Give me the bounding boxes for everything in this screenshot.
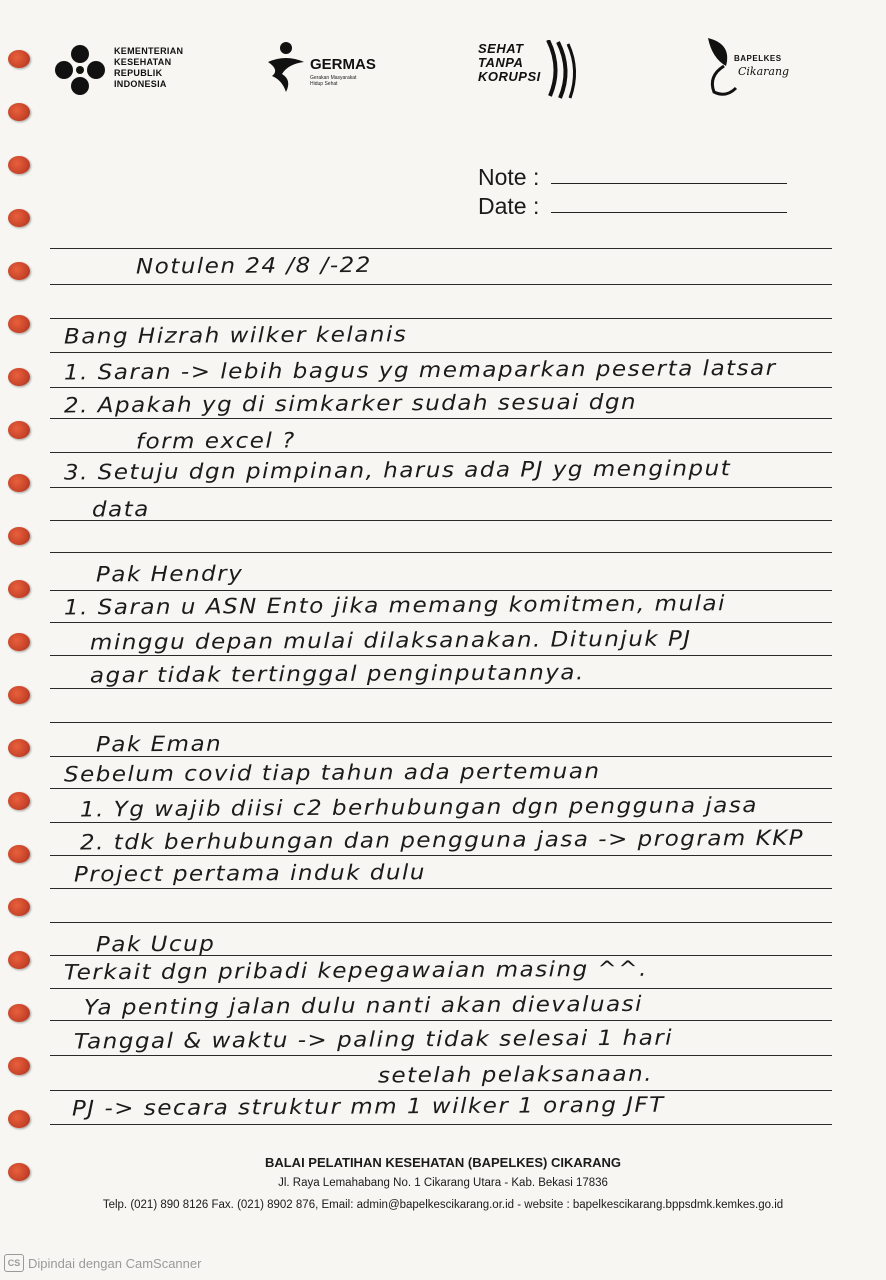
germas-logo — [264, 36, 394, 106]
spiral-hole — [8, 739, 30, 757]
kemkes-emblem-icon — [50, 40, 110, 100]
spiral-hole — [8, 209, 30, 227]
spiral-hole — [8, 898, 30, 916]
ruled-line — [50, 352, 832, 353]
germas-subtitle: Gerakan Masyarakat Hidup Sehat — [310, 75, 357, 87]
ruled-line — [50, 248, 832, 249]
bapelkes-subtitle: Cikarang — [738, 65, 790, 78]
ruled-line — [50, 552, 832, 553]
ruled-line — [50, 418, 832, 419]
note-line-text: 1. Saran u ASN Ento jika memang komitmen, mulai — [63, 591, 727, 620]
spiral-hole — [8, 1004, 30, 1022]
spiral-hole — [8, 686, 30, 704]
spiral-binding — [4, 50, 38, 1220]
ruled-line — [50, 922, 832, 923]
stk-stripes-icon — [544, 40, 584, 100]
camscanner-text: Dipindai dengan CamScanner — [28, 1255, 202, 1271]
kemkes-text: KEMENTERIAN KESEHATAN REPUBLIK INDONESIA — [114, 46, 184, 89]
note-line-text: Sebelum covid tiap tahun ada pertemuan — [63, 759, 601, 787]
note-line-text: PJ -> secara struktur mm 1 wilker 1 orang JFT — [71, 1093, 665, 1121]
ruled-line — [50, 622, 832, 623]
ruled-line — [50, 487, 832, 488]
note-line-text: 1. Yg wajib diisi c2 berhubungan dgn pengguna jasa — [79, 793, 758, 822]
camscanner-icon: CS — [4, 1254, 24, 1272]
notes-title: Notulen 24 /8 /-22 — [135, 253, 372, 279]
note-line-text: Project pertama induk dulu — [73, 860, 427, 887]
note-line-text: 2. Apakah yg di simkarker sudah sesuai dgn — [63, 390, 638, 418]
ruled-line — [50, 722, 832, 723]
ruled-line — [50, 688, 832, 689]
section-heading: Pak Ucup — [95, 932, 216, 957]
bapelkes-logo — [702, 36, 822, 106]
camscanner-watermark — [4, 1254, 201, 1272]
spiral-hole — [8, 845, 30, 863]
note-label: Note : — [478, 164, 540, 190]
spiral-hole — [8, 580, 30, 598]
note-line — [551, 183, 787, 184]
note-line-text: 1. Saran -> lebih bagus yg memaparkan peserta latsar — [63, 356, 777, 385]
ruled-line — [50, 655, 832, 656]
spiral-hole — [8, 262, 30, 280]
ruled-line — [50, 888, 832, 889]
footer-address: Jl. Raya Lemahabang No. 1 Cikarang Utara - Kab. Bekasi 17836 — [278, 1177, 608, 1189]
note-line-text: Ya penting jalan dulu nanti akan dievaluasi — [83, 992, 644, 1020]
spiral-hole — [8, 368, 30, 386]
spiral-hole — [8, 1110, 30, 1128]
ruled-line — [50, 1124, 832, 1125]
note-line-text: Terkait dgn pribadi kepegawaian masing ^^. — [63, 957, 648, 985]
header-logos — [50, 36, 830, 106]
note-line-text: setelah pelaksanaan. — [377, 1062, 654, 1088]
section-heading: Pak Eman — [95, 732, 223, 757]
germas-title: GERMAS — [310, 56, 376, 73]
footer-institution: BALAI PELATIHAN KESEHATAN (BAPELKES) CIKARANG — [264, 1155, 622, 1170]
note-line-text: Tanggal & waktu -> paling tidak selesai 1 hari — [73, 1026, 674, 1054]
date-label: Date : — [478, 193, 540, 219]
ruled-line — [50, 1020, 832, 1021]
spiral-hole — [8, 421, 30, 439]
germas-figure-icon — [264, 40, 308, 100]
ruled-line — [50, 1055, 832, 1056]
spiral-hole — [8, 1057, 30, 1075]
spiral-hole — [8, 633, 30, 651]
note-line-text: form excel ? — [135, 429, 296, 454]
date-line — [551, 212, 787, 213]
ruled-line — [50, 822, 832, 823]
ruled-line — [50, 284, 832, 285]
ruled-line — [50, 988, 832, 989]
spiral-hole — [8, 951, 30, 969]
stk-text: SEHAT TANPA KORUPSI — [478, 41, 541, 84]
note-line-text: 2. tdk berhubungan dan pengguna jasa -> program KKP — [79, 826, 805, 855]
spiral-hole — [8, 474, 30, 492]
footer-contact: Telp. (021) 890 8126 Fax. (021) 8902 876, Email: admin@bapelkescikarang.or.id - website : bapelkescikarang.bppsdmk.kemkes.go.id — [102, 1199, 784, 1211]
kemkes-logo — [50, 36, 210, 106]
spiral-hole — [8, 792, 30, 810]
note-line-text: 3. Setuju dgn pimpinan, harus ada PJ yg menginput — [63, 456, 732, 485]
spiral-hole — [8, 156, 30, 174]
ruled-line — [50, 855, 832, 856]
ruled-line — [50, 1090, 832, 1091]
note-line-text: agar tidak tertinggal penginputannya. — [89, 660, 585, 688]
ruled-line — [50, 520, 832, 521]
section-heading: Bang Hizrah wilker kelanis — [63, 322, 408, 349]
note-line-text: data — [91, 497, 150, 522]
spiral-hole — [8, 103, 30, 121]
note-line-text: minggu depan mulai dilaksanakan. Ditunjuk PJ — [89, 627, 692, 655]
ruled-line — [50, 788, 832, 789]
spiral-hole — [8, 315, 30, 333]
section-heading: Pak Hendry — [95, 562, 244, 587]
ruled-line — [50, 590, 832, 591]
bapelkes-title: BAPELKES — [734, 54, 782, 63]
spiral-hole — [8, 527, 30, 545]
ruled-line — [50, 318, 832, 319]
spiral-hole — [8, 50, 30, 68]
sehat-tanpa-korupsi-logo — [478, 36, 588, 106]
ruled-line — [50, 387, 832, 388]
